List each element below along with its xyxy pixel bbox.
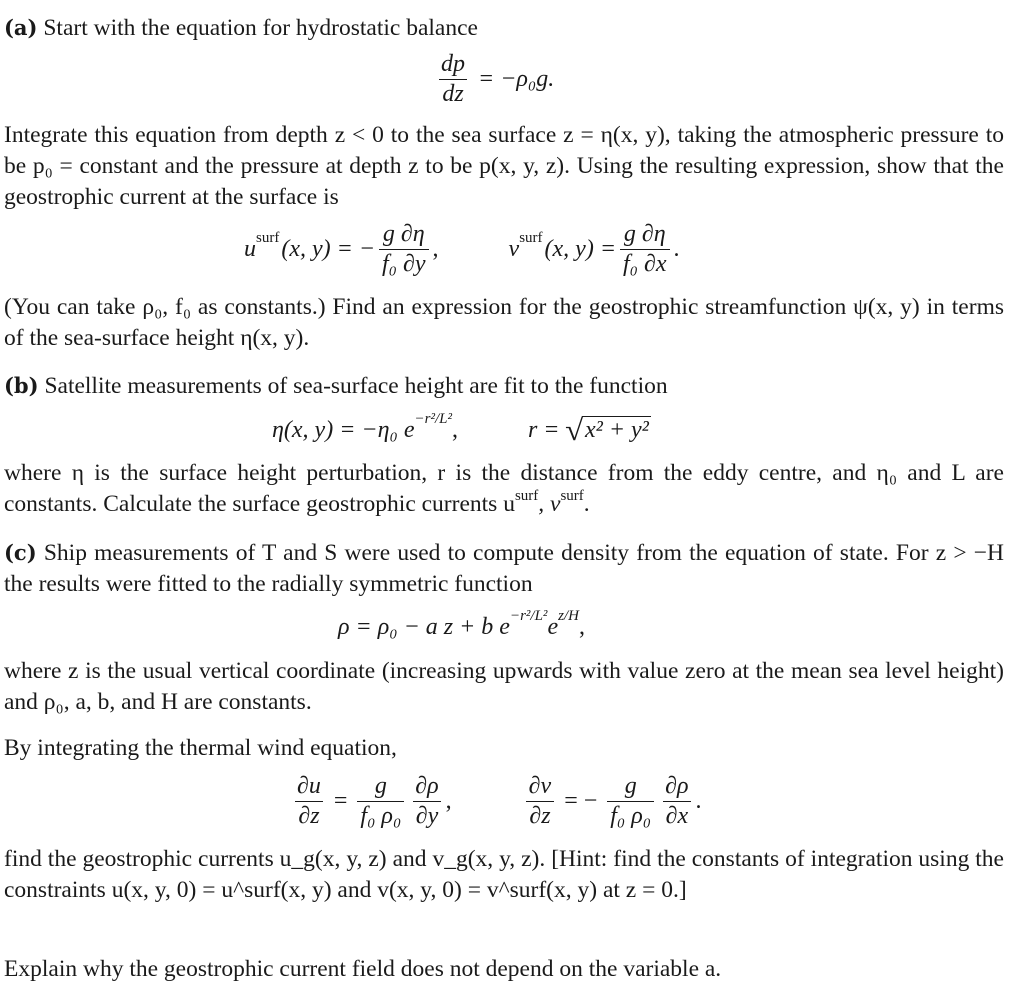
part-b-mid: , v	[538, 491, 561, 517]
hydrostatic-rhs: = −ρ₀g.	[478, 66, 555, 93]
part-b-text	[4, 458, 1004, 523]
part-a-text-1: Integrate this equation from depth z < 0 to the sea surface z = η(x, y), taking the atmospheric pressure to be p₀ = constant and the pressure at depth z to be p(x, y, z). Using the resulting expression, show that the geostrophic current at the surface is	[4, 122, 1004, 210]
g-num-a: g	[374, 773, 387, 799]
du-dz-fraction	[294, 774, 324, 829]
f-rho-den-a: f₀ ρ₀	[357, 801, 404, 829]
drho-dx-fraction	[662, 774, 691, 829]
density-end: ,	[578, 614, 585, 640]
drho-dy-fraction	[412, 774, 441, 829]
ssh-comma: ,	[451, 416, 458, 443]
ssh-exponent: −r²/L²	[414, 410, 452, 427]
equals-b: = −	[564, 788, 598, 815]
part-a-text-2: (You can take ρ₀, f₀ as constants.) Find an expression for the geostrophic streamfunction ψ(x, y) in terms of the sea-surface height η(x, y).	[4, 294, 1004, 351]
dv-num: ∂v	[528, 773, 552, 799]
part-c-intro-text: Ship measurements of T and S were used to compute density from the equation of state. For z > −H the results were fitted to the radially symmetric function	[4, 540, 1004, 597]
dy-den: ∂y	[413, 801, 442, 829]
part-c-text-3: find the geostrophic currents u_g(x, y, z) and v_g(x, y, z). [Hint: find the constants of integration using the constraints u(x, y, 0) = u^surf(x, y) and v(x, y, 0) = v^surf(x, y) at z = 0.]	[4, 846, 1004, 903]
part-b-end: .	[583, 491, 590, 517]
eq-separator: ,	[432, 236, 439, 263]
density-exp-1: −r²/L²	[509, 608, 548, 624]
part-a-intro-text: Start with the equation for hydrostatic balance	[37, 15, 478, 41]
v-denominator: f₀ ∂x	[620, 249, 670, 277]
r-definition-lhs: r =	[527, 416, 560, 443]
ssh-lhs: η(x, y) = −η₀ e	[272, 416, 415, 443]
f-rho-den-b: f₀ ρ₀	[607, 801, 654, 829]
v-surf-sup-b: surf	[560, 488, 584, 504]
g-num-b: g	[624, 773, 637, 799]
u-surf-sup: surf	[256, 230, 280, 247]
part-b-label: (b)	[4, 373, 39, 398]
part-c-intro	[4, 537, 1004, 600]
drho-num-b: ∂ρ	[665, 773, 689, 799]
g-over-f-rho-a	[357, 774, 404, 829]
v-args: (x, y) =	[544, 236, 617, 263]
dp-dz-fraction	[438, 52, 468, 107]
density-mid: e	[547, 614, 559, 640]
u-fraction	[379, 222, 429, 277]
u-denominator: f₀ ∂y	[379, 249, 429, 277]
part-b-intro-text: Satellite measurements of sea-surface height are fit to the function	[38, 373, 668, 399]
u-surf-sup-b: surf	[514, 488, 539, 504]
drho-num-a: ∂ρ	[415, 773, 439, 799]
v-numerator: g ∂η	[623, 221, 666, 247]
part-c-label: (c)	[4, 540, 37, 565]
part-b-intro	[4, 370, 1004, 402]
part-a-intro	[4, 12, 1004, 44]
dz-denominator: dz	[439, 79, 466, 107]
part-c-text-2: By integrating the thermal wind equation,	[4, 735, 397, 761]
du-den: ∂z	[295, 801, 322, 829]
density-exp-2: z/H	[558, 608, 579, 624]
part-c-text-4: Explain why the geostrophic current field does not depend on the variable a.	[4, 956, 722, 982]
part-a-label: (a)	[4, 15, 38, 40]
v-surf-sup: surf	[519, 230, 543, 247]
g-over-f-rho-b	[607, 774, 654, 829]
dp-numerator: dp	[441, 51, 465, 77]
u-numerator: g ∂η	[382, 221, 425, 247]
u-symbol: u	[244, 236, 256, 263]
du-num: ∂u	[297, 773, 321, 799]
part-c-text-1: where z is the usual vertical coordinate (increasing upwards with value zero at the mean sea level height) and ρ₀, a, b, and H are constants.	[4, 658, 1004, 715]
equals-a: =	[333, 788, 348, 815]
radicand: x² + y²	[582, 416, 651, 444]
dv-den: ∂z	[526, 801, 553, 829]
density-lhs: ρ = ρ₀ − a z + b e	[338, 614, 510, 640]
v-symbol: v	[508, 236, 520, 263]
dx-den: ∂x	[663, 801, 692, 829]
part-b-body: where η is the surface height perturbation, r is the distance from the eddy centre, and η₀ and L are constants. Calculate the surface geostrophic currents u	[4, 460, 1004, 517]
u-args: (x, y) = −	[281, 236, 376, 263]
eq-end: .	[673, 236, 680, 263]
v-fraction	[620, 222, 670, 277]
thermal-end: .	[695, 788, 702, 815]
dv-dz-fraction	[526, 774, 555, 829]
thermal-sep: ,	[445, 788, 452, 815]
sqrt-expression: √ x² + y²	[564, 414, 649, 447]
